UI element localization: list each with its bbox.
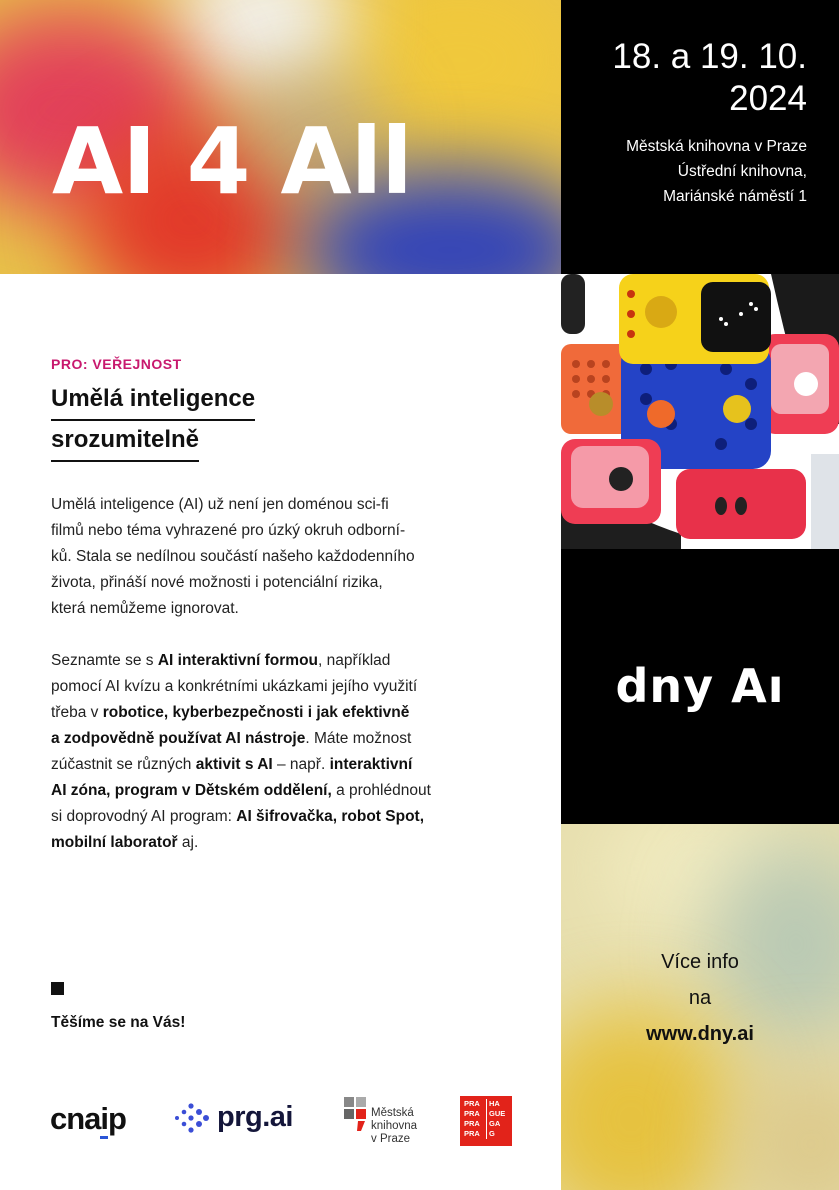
hero-banner: [0, 0, 561, 274]
website-link[interactable]: www.dny.ai: [646, 1023, 754, 1045]
robot-photo: [561, 274, 839, 549]
audience-label: PRO: VEŘEJNOST: [51, 356, 182, 372]
cnaip-logo: cnaip: [50, 1101, 126, 1137]
praha-logo: PRA PRA PRA PRA HA GUE GA G: [460, 1096, 512, 1146]
intro-line: života, přináší nové možnosti i potenciální rizika,: [51, 574, 383, 591]
activities-line: si doprovodný AI program: AI šifrovačka, robot Spot,: [51, 808, 425, 825]
mk-line3: v Praze: [371, 1133, 410, 1145]
activities-line: AI zóna, program v Dětském oddělení, a prohlédnout: [51, 782, 431, 799]
mestska-knihovna-logo: [344, 1097, 417, 1146]
event-venue: [626, 134, 807, 209]
section-heading: [51, 384, 255, 466]
closing-text: Těšíme se na Vás!: [51, 1014, 186, 1031]
dny-ai-logo: dny Aı: [615, 659, 785, 713]
bullet-square-icon: [51, 982, 64, 995]
venue-line1: Městská knihovna v Praze: [626, 138, 807, 155]
more-info-text: [561, 944, 839, 1052]
activities-line: pomocí AI kvízu a konkrétními ukázkami jejího využití: [51, 678, 418, 695]
event-date-line1: 18. a 19. 10.: [612, 37, 807, 76]
event-date: [612, 36, 807, 120]
heading-line2: srozumitelně: [51, 425, 199, 462]
activities-line: a zodpovědně používat AI nástroje. Máte možnost: [51, 730, 412, 747]
event-date-line2: 2024: [729, 79, 807, 118]
robot-illustration: [561, 274, 839, 549]
mk-squares-icon: [344, 1097, 368, 1133]
activities-line: zúčastnit se různých aktivit s AI – např. interaktivní: [51, 756, 413, 773]
mk-line2: knihovna: [371, 1120, 418, 1132]
more-info-line1: Více info: [661, 951, 739, 973]
event-info-box: [561, 0, 839, 274]
heading-line1: Umělá inteligence: [51, 384, 255, 421]
more-info-line2: na: [688, 987, 712, 1009]
prg-ai-dots-icon: [173, 1102, 209, 1134]
hero-title: AI 4 All: [52, 108, 412, 215]
prg-ai-logo: [173, 1101, 293, 1134]
intro-paragraph: [51, 492, 491, 622]
activities-line: třeba v robotice, kyberbezpečnosti i jak efektivně: [51, 704, 410, 721]
venue-line2: Ústřední knihovna,: [677, 163, 807, 180]
activities-line: mobilní laboratoř aj.: [51, 834, 199, 851]
dny-ai-box: [561, 549, 839, 824]
activities-line: Seznamte se s AI interaktivní formou, například: [51, 652, 391, 669]
more-info-box: [561, 824, 839, 1190]
intro-line: Umělá inteligence (AI) už není jen doménou sci-fi: [51, 496, 389, 513]
intro-line: která nemůžeme ignorovat.: [51, 600, 239, 617]
intro-line: ků. Stala se nedílnou součástí našeho každodenního: [51, 548, 415, 565]
venue-line3: Mariánské náměstí 1: [663, 188, 807, 205]
activities-paragraph: [51, 648, 491, 856]
mk-line1: Městská: [371, 1107, 414, 1119]
intro-line: filmů nebo téma vyhrazené pro úzký okruh odborní-: [51, 522, 406, 539]
prg-ai-text: prg.ai: [217, 1101, 293, 1133]
